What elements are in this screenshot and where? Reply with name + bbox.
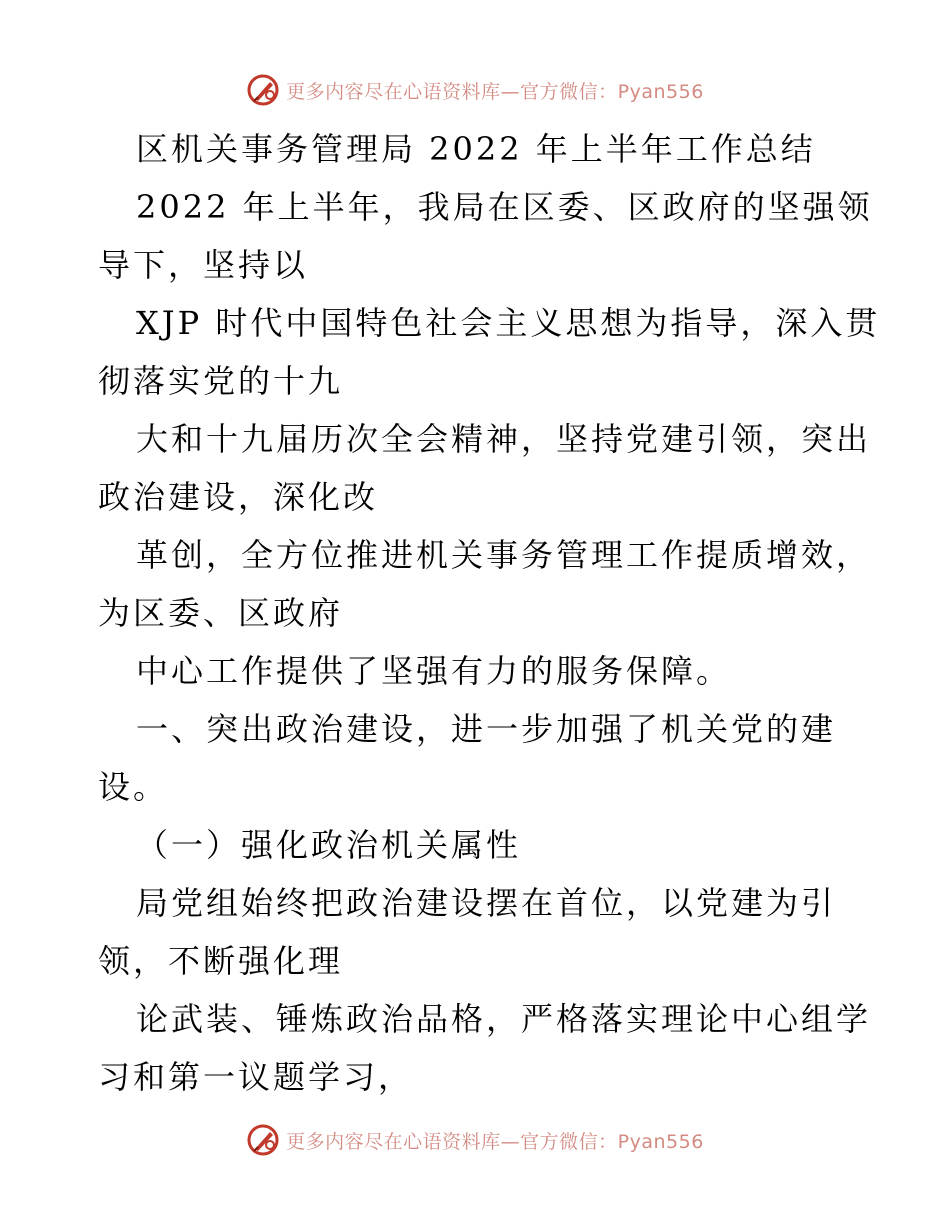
text-line: 为区委、区政府 xyxy=(98,594,344,632)
text-line: 一、突出政治建设，进一步加强了机关党的建 xyxy=(136,710,837,748)
document-body xyxy=(98,120,881,1106)
text-line: 论武装、锤炼政治品格，严格落实理论中心组学 xyxy=(136,1000,872,1038)
watermark-text: 更多内容尽在心语资料库—官方微信：Pyan556 xyxy=(286,80,704,103)
text-line: 区机关事务管理局 2022 年上半年工作总结 xyxy=(136,130,816,168)
text-line: 局党组始终把政治建设摆在首位，以党建为引 xyxy=(136,884,837,922)
text-line: 彻落实党的十九 xyxy=(98,362,344,400)
watermark-text: 更多内容尽在心语资料库—官方微信：Pyan556 xyxy=(286,1130,704,1153)
text-line: 领，不断强化理 xyxy=(98,942,344,980)
text-line: 习和第一议题学习， xyxy=(98,1058,414,1096)
quill-logo-icon xyxy=(246,73,280,107)
text-line: 革创，全方位推进机关事务管理工作提质增效， xyxy=(136,536,872,574)
text-line: （一）强化政治机关属性 xyxy=(136,826,522,864)
text-line: 大和十九届历次全会精神，坚持党建引领，突出 xyxy=(136,420,872,458)
text-line: 2022 年上半年，我局在区委、区政府的坚强领 xyxy=(136,188,873,226)
text-line: 中心工作提供了坚强有力的服务保障。 xyxy=(136,652,732,690)
text-line: 设。 xyxy=(98,768,169,806)
header-watermark xyxy=(0,70,950,110)
footer-watermark xyxy=(0,1120,950,1160)
text-line: XJP 时代中国特色社会主义思想为指导，深入贯 xyxy=(136,304,881,342)
quill-logo-icon xyxy=(246,1123,280,1157)
text-line: 导下，坚持以 xyxy=(98,246,309,284)
text-line: 政治建设，深化改 xyxy=(98,478,379,516)
